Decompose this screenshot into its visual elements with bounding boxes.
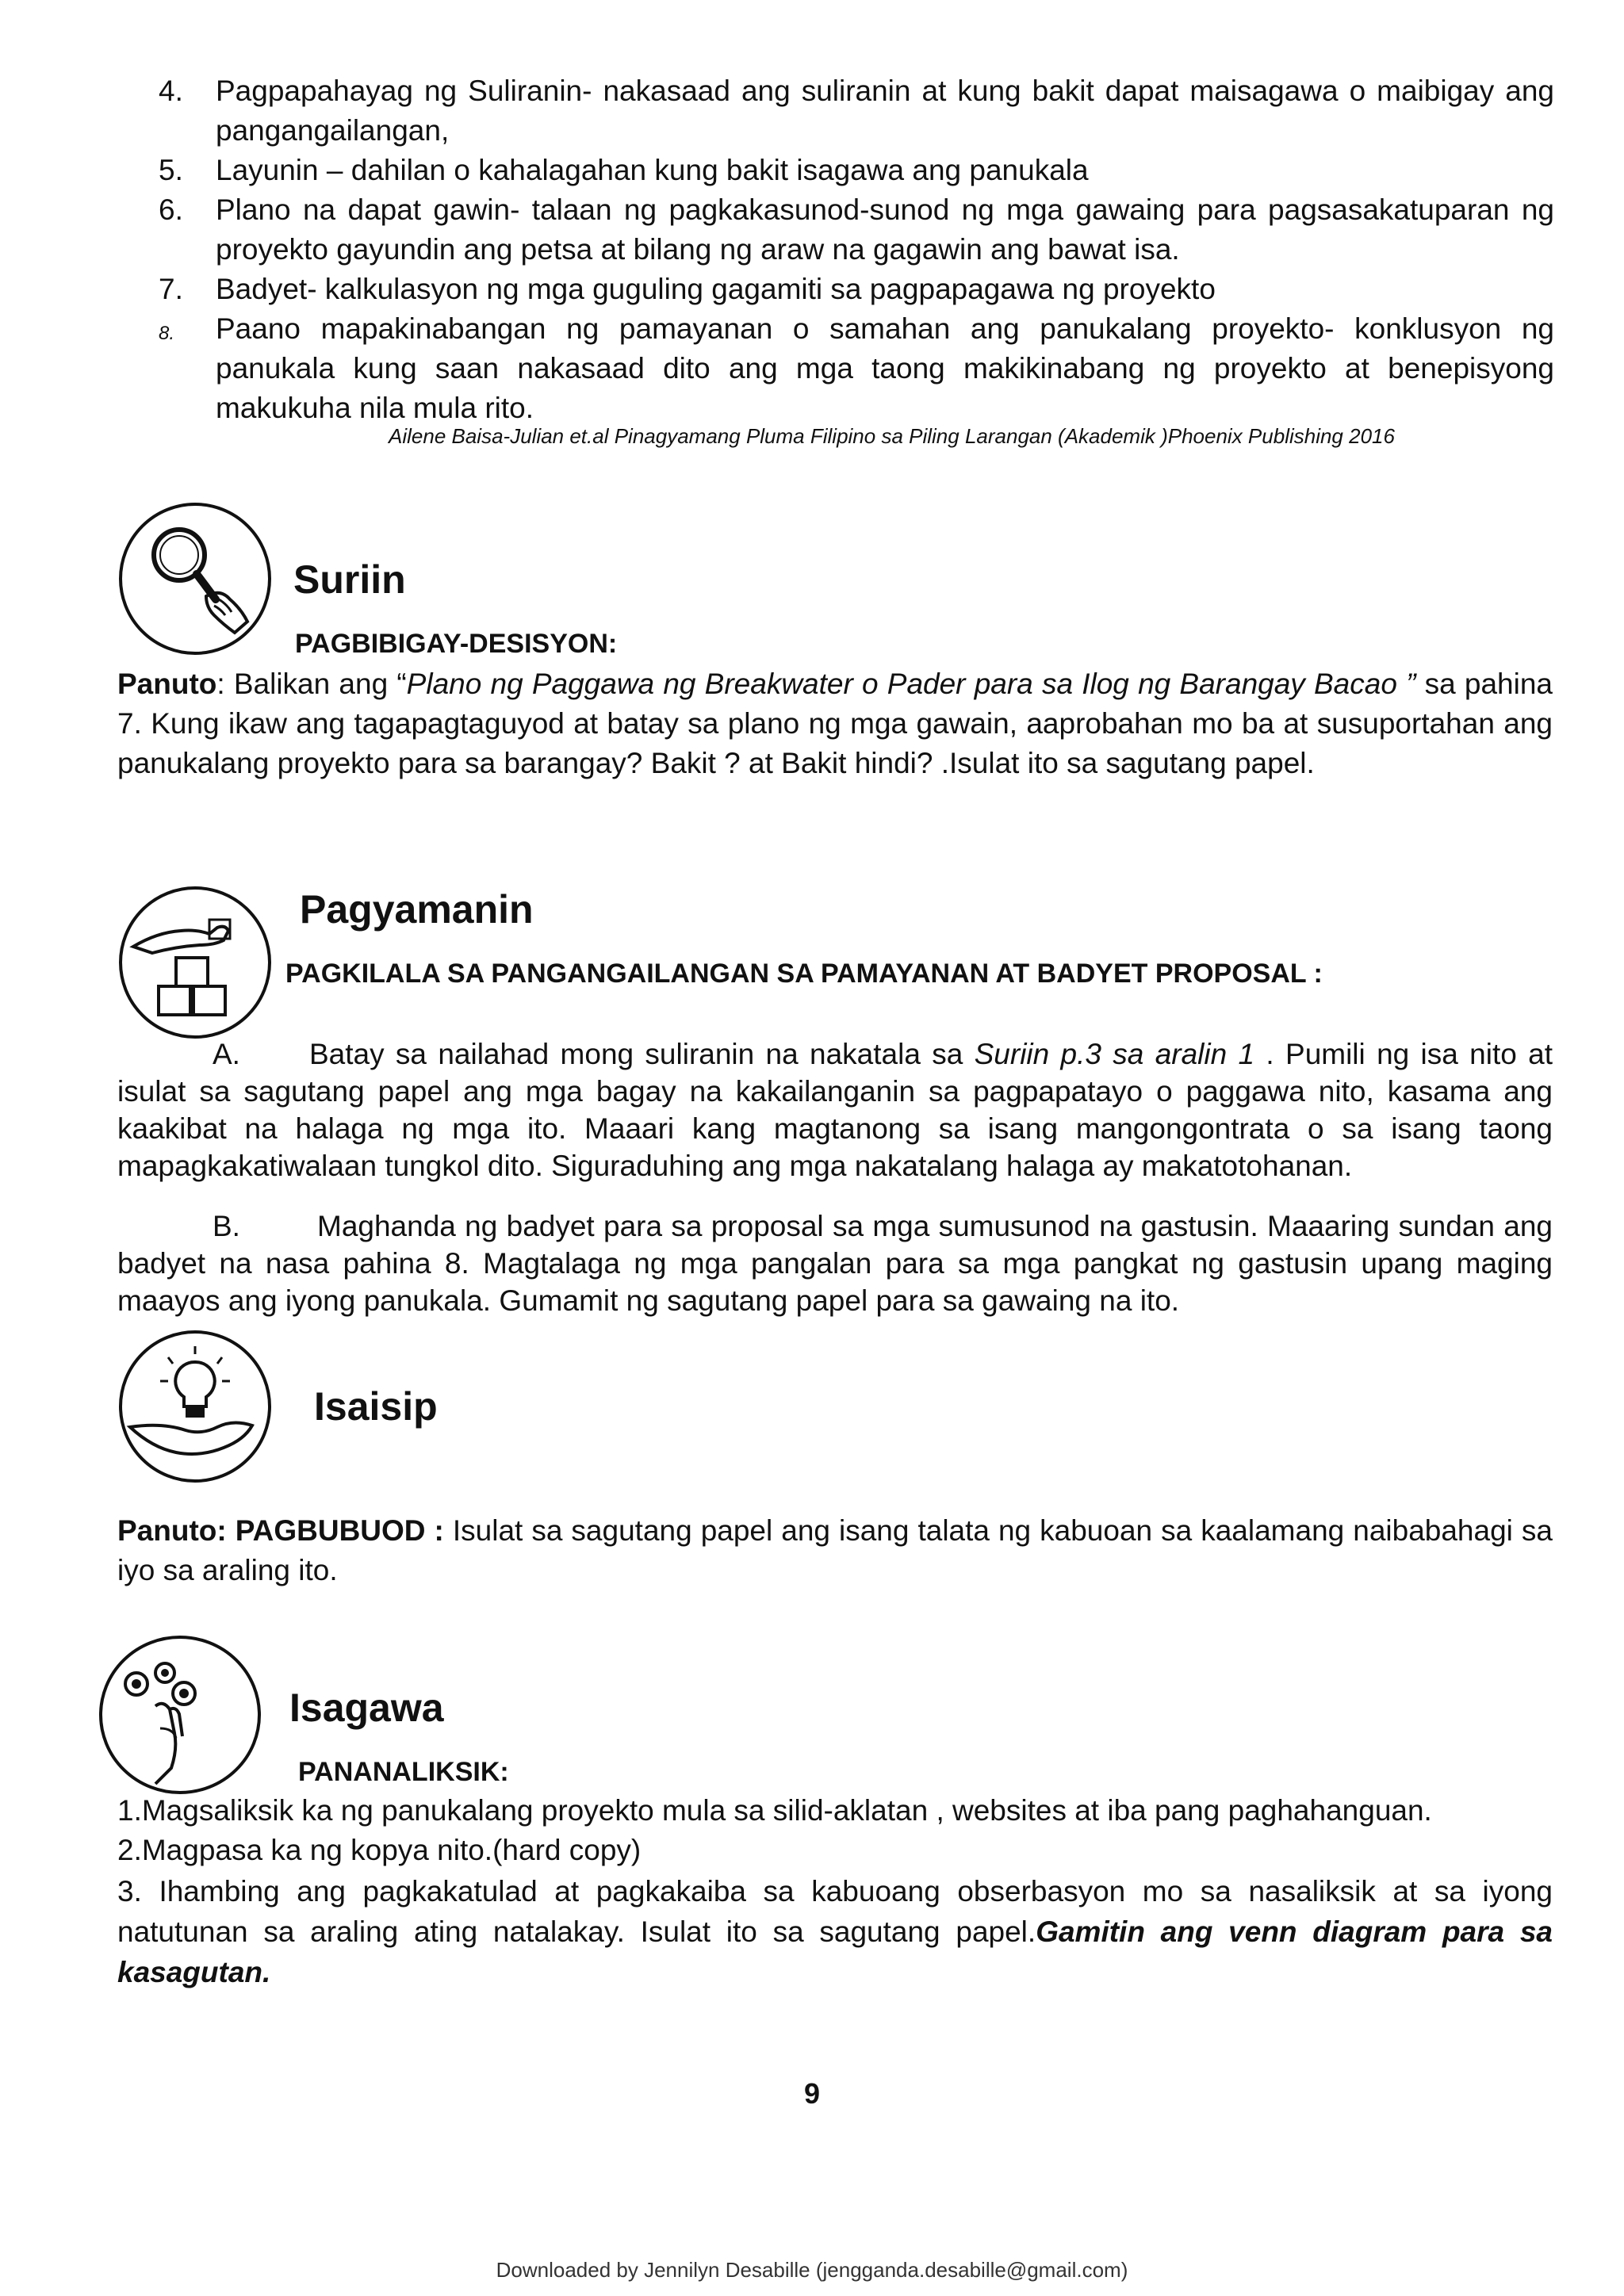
- list-text: Badyet- kalkulasyon ng mga guguling gagamiti sa pagpapagawa ng proyekto: [216, 273, 1216, 305]
- item-b-label: B.: [213, 1210, 240, 1242]
- list-number: 6.: [159, 193, 183, 226]
- section-title-pagyamanin: Pagyamanin: [300, 887, 534, 932]
- suriin-plan-title: Plano ng Paggawa ng Breakwater o Pader para sa Ilog ng Barangay Bacao ”: [406, 668, 1416, 700]
- section-title-suriin: Suriin: [293, 557, 406, 602]
- list-item: [159, 190, 1554, 270]
- section-subtitle-isagawa: PANANALIKSIK:: [298, 1757, 509, 1787]
- isaisip-text: Isulat sa sagutang papel ang isang talata ng kabuoan sa kaalamang naibabahagi sa iyo sa araling ito.: [117, 1514, 1553, 1586]
- list-number: 7.: [159, 273, 183, 305]
- section-subtitle-suriin: PAGBIBIGAY-DESISYON:: [295, 629, 618, 659]
- item-a-text-after: . Pumili ng isa nito at isulat sa sagutang papel ang mga bagay na kakailanganin sa pagpapatayo o paggawa nito, kasama ang kaakibat na halaga ng mga ito. Maaari kang magtanong sa isang mangongontrata o sa isang taong mapagkakatiwalaan tungkol dito. Siguraduhing ang mga nakatalang halaga ay makatotohanan.: [117, 1038, 1553, 1182]
- pagyamanin-item-a: [117, 1035, 1553, 1184]
- item-a-text: Batay sa nailahad mong suliranin na nakatala sa: [309, 1038, 975, 1070]
- isaisip-paragraph: [117, 1511, 1553, 1590]
- list-number: 5.: [159, 154, 183, 186]
- isagawa-item-3-emphasis: Gamitin ang venn diagram para sa kasagutan.: [117, 1915, 1553, 1988]
- citation: Ailene Baisa-Julian et.al Pinagyamang Pluma Filipino sa Piling Larangan (Akademik )Phoenix Publishing 2016: [389, 424, 1395, 448]
- list-text: Pagpapahayag ng Suliranin- nakasaad ang suliranin at kung bakit dapat maisagawa o maibigay ang pangangailangan,: [216, 75, 1554, 147]
- list-text: Plano na dapat gawin- talaan ng pagkakasunod-sunod ng mga gawaing para pagsasakatuparan ng proyekto gayundin ang petsa at bilang ng araw na gagawin ang bawat isa.: [216, 193, 1554, 266]
- section-title-isaisip: Isaisip: [314, 1384, 438, 1429]
- pagyamanin-item-b: [117, 1207, 1553, 1319]
- panuto-label: Panuto: [117, 668, 217, 700]
- list-item: [159, 151, 1554, 190]
- list-item: [159, 71, 1554, 151]
- section-title-isagawa: Isagawa: [289, 1686, 444, 1730]
- isagawa-item-2: 2.Magpasa ka ng kopya nito.(hard copy): [117, 1834, 642, 1866]
- lightbulb-hand-icon: [117, 1329, 273, 1484]
- gears-hand-icon: [98, 1633, 262, 1797]
- list-text: Paano mapakinabangan ng pamayanan o samahan ang panukalang proyekto- konklusyon ng panukala kung saan nakasaad dito ang mga taong makikinabang ng proyekto at benepisyong makukuha nila mula rito.: [216, 312, 1554, 424]
- isagawa-item-1: 1.Magsaliksik ka ng panukalang proyekto mula sa silid-aklatan , websites at iba pang paghahanguan.: [117, 1794, 1432, 1827]
- isaisip-label: Panuto: PAGBUBUOD :: [117, 1514, 444, 1547]
- item-b-text: Maghanda ng badyet para sa proposal sa mga sumusunod na gastusin. Maaaring sundan ang badyet na nasa pahina 8. Magtalaga ng mga pangalan para sa mga pangkat ng gastusin upang maging maayos ang iyong panukala. Gumamit ng sagutang papel para sa gawaing na ito.: [117, 1210, 1553, 1317]
- magnifying-glass-icon: [117, 501, 273, 656]
- criteria-list: [159, 71, 1554, 428]
- list-item: [159, 309, 1554, 428]
- list-number: 8.: [159, 323, 175, 344]
- stacking-blocks-icon: [117, 885, 273, 1040]
- item-a-label: A.: [213, 1038, 240, 1070]
- suriin-paragraph: [117, 664, 1553, 783]
- download-footer: Downloaded by Jennilyn Desabille (jengganda.desabille@gmail.com): [496, 2258, 1128, 2282]
- page-number: 9: [803, 2077, 821, 2110]
- list-item: [159, 270, 1554, 309]
- suriin-text-after: sa pahina 7. Kung ikaw ang tagapagtaguyod at batay sa plano ng mga gawain, aaprobahan mo ba at susuportahan ang panukalang proyekto para sa barangay? Bakit ? at Bakit hindi? .Isulat ito sa sagutang papel.: [117, 668, 1553, 779]
- isagawa-item-3-text: 3. Ihambing ang pagkakatulad at pagkakaiba sa kabuoang obserbasyon mo sa nasaliksik at sa iyong natutunan sa araling ating natalakay. Isulat ito sa sagutang papel.: [117, 1875, 1553, 1948]
- item-a-reference: Suriin p.3 sa aralin 1: [974, 1038, 1255, 1070]
- isagawa-item-3: [117, 1871, 1553, 1992]
- list-text: Layunin – dahilan o kahalagahan kung bakit isagawa ang panukala: [216, 154, 1089, 186]
- section-subtitle-pagyamanin: PAGKILALA SA PANGANGAILANGAN SA PAMAYANAN AT BADYET PROPOSAL :: [285, 959, 1323, 989]
- suriin-text: : Balikan ang “: [216, 668, 407, 700]
- list-number: 4.: [159, 75, 183, 107]
